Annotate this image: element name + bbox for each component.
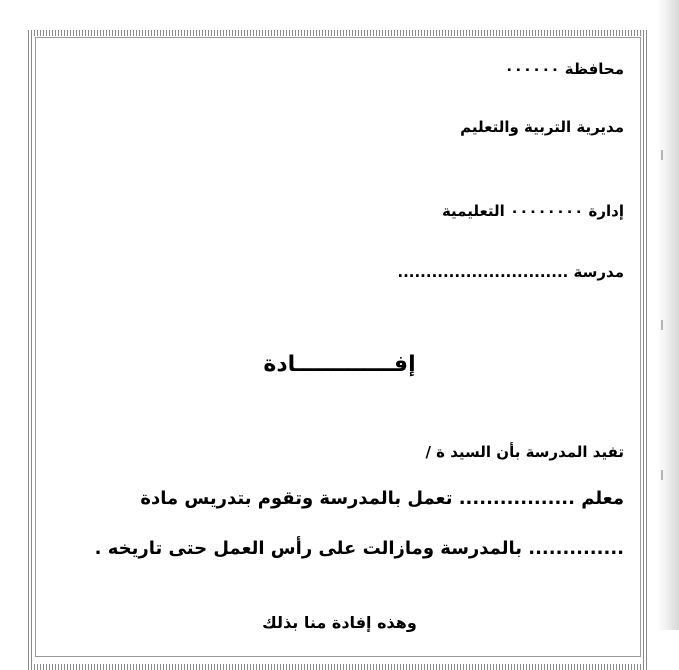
statement-line-2: .............. بالمدرسة ومازالت على رأس العمل حتى تاريخه . xyxy=(94,538,624,559)
statement-intro: تفيد المدرسة بأن السيد ة / xyxy=(425,443,624,461)
school-line: مدرسة .............................. xyxy=(397,263,624,281)
directorate-line: مديرية التربية والتعليم xyxy=(460,118,624,136)
footer-line: وهذه إفادة منا بذلك xyxy=(262,613,417,632)
document-title: إفـــــــــــــادة xyxy=(263,352,416,377)
statement-line-1: معلم ................. تعمل بالمدرسة وتقوم بتدريس مادة xyxy=(140,488,624,509)
scroll-edge xyxy=(657,0,679,630)
governorate-line: محافظة ٠٠٠٠٠٠ xyxy=(504,60,624,78)
administration-line: إدارة ٠٠٠٠٠٠٠٠ التعليمية xyxy=(441,202,624,220)
